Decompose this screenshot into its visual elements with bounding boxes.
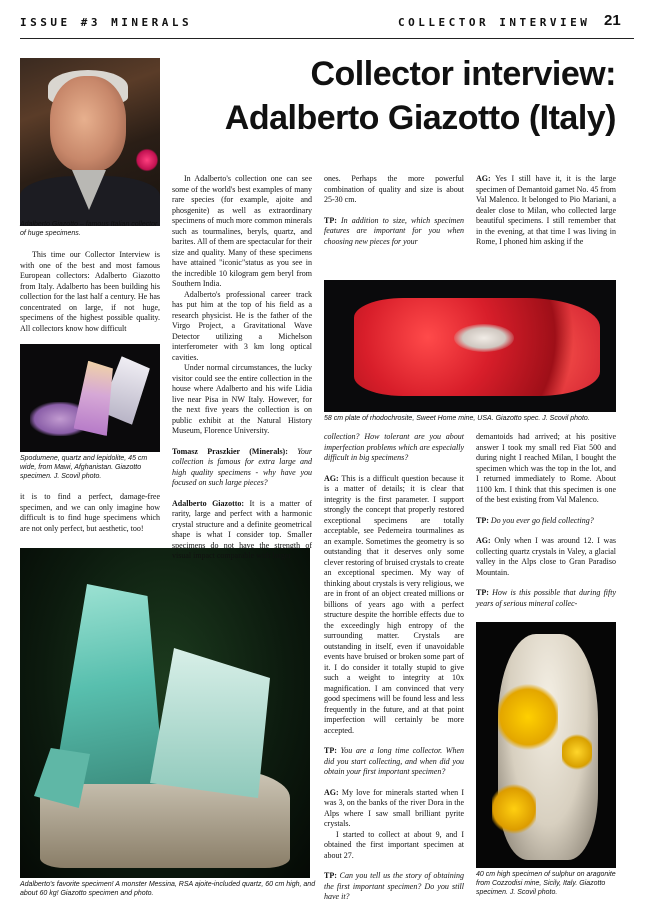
intro-text: This time our Collector Interview is with one of the best and most famous European collectors: Adalberto Giazotto from Italy. Adalberto has been building his collection for the last half a century. He has concentrated on large, if not huge, specimens of the highest possible quality. All collectors know how difficult bbox=[20, 250, 160, 333]
article-column-3-top: ones. Perhaps the more powerful combination of quality and size is about 25-30 cm. TP: In addition to size, which specimen features are important for you when choosing new pieces for your bbox=[324, 174, 465, 246]
spodumene-caption: Spodumene, quartz and lepidolite, 45 cm wide, from Mawi, Afghanistan. Giazotto specimen. J. Scovil photo. bbox=[20, 455, 148, 480]
article-column-3: collection? How tolerant are you about imperfection problems which are especially difficult in big specimens? AG: This is a difficult question because it is a matter of details; it is clear that integrity is the first parameter. I support strongly the concept that properly restored exceptional specimens are totally acceptable, see Pederneira tourmalines as an example. Sometimes the geometry is so outstanding that it deserves only some clever restoring of bruised crystals to create an exceptional specimen. My way of thinking about crystals is very religious, we are in front of an object created millions or billions of years ago with a perfect structure despite the horrible effects due to the exceedingly high entropy of the surrounding matter. Crystals are outstanding in itself, even if unavoidable events have bruised or broken some part of it. I do consider it totally stupid to give such a weight to integrity at 10x magnification. I am convinced that very good specimens will be found less and less frequently in the future, and at that point imperfection will certainly be more accepted. TP: You are a long time collector. When did you start collecting, and when did you obtain your first important specimen? AG: My love for minerals started when I was 3, on the banks of the river Dora in the Alps where I saw small brilliant pyrite crystals. I started to collect at about 9, and I obtained the first important specimen at about 27. TP: Can you tell us the story of obtaining the first important specimen? Do you still have it? bbox=[324, 432, 465, 901]
portrait-photo bbox=[20, 58, 160, 218]
article-column-4: demantoids had arrived; at his positive answer I took my small red Fiat 500 and during night I reached Milan, I bought the specimen which was the top in the lot, and I returned immediately to Rome. About 1100 km. I think that this specimen is one of the best existing from Val Malenco. TP: Do you ever go field collecting? AG: Only when I was around 12. I was collecting quartz crystals in Valey, a glacial valley in the Alps close to Gran Paradiso Mountain. TP: How is this possible that during fifty years of serious mineral collec- bbox=[476, 432, 617, 608]
article-column-2: In Adalberto's collection one can see some of the world's best examples of many rare species (for example, ajoite and phosgenite) as well as extraordinary specimens of much more common minerals such as tourmalines, beryls, quartz, and barites. All of them are spectacular for their size and quality. Many of these specimens have attained "iconic"status as you see in the incredible 10 kilogram gem beryl from Southern India. Adalberto's professional career track has put him at the top of his field as a research physicist. He is the father of the Virgo Project, a Gravitational Wave Detector utilizing a Michelson interferometer with 3 km long optical cavities. Under normal circumstances, the lucky visitor could see the entire collection in the house where Adalberto and his wife Lidia live near Pisa in NW Italy. However, for the next five years the collection is on public exhibit at the Natural History Museum, Florence University. Tomasz Praszkier (Minerals): Your collection is famous for extra large and high quality specimens - why have you focused on such large pieces? Adalberto Giazotto: It is a matter of rarity, large and perfect with a harmonic crystal structure and a definite geometrical shape is what I consider top. Smaller specimens do not have the strength of visual impact comparable with larger bbox=[172, 174, 313, 560]
rhodochrosite-photo bbox=[324, 280, 616, 412]
ajoite-quartz-photo bbox=[20, 548, 310, 878]
intro-text-continued: it is to find a perfect, damage-free specimen, and we can only imagine how difficult is to find huge specimens which are not only perfect, but aesthetic, too! bbox=[20, 492, 160, 533]
article-title-line1: Collector interview: bbox=[310, 55, 616, 93]
issue-label: ISSUE #3 MINERALS bbox=[20, 16, 193, 29]
section-label: COLLECTOR INTERVIEW bbox=[398, 16, 591, 29]
portrait-caption: Adalberto Giazotto – famous Italian collector of huge specimens. bbox=[20, 221, 158, 237]
page-number: 21 bbox=[604, 12, 621, 29]
spodumene-photo bbox=[20, 344, 160, 452]
rhodochrosite-caption: 58 cm plate of rhodochrosite, Sweet Home mine, USA. Giazotto spec. J. Scovil photo. bbox=[324, 415, 590, 422]
sulphur-caption: 40 cm high specimen of sulphur on aragonite from Cozzodisi mine, Sicily, Italy. Giazotto specimen. J. Scovil photo. bbox=[476, 871, 616, 896]
article-title-line2: Adalberto Giazotto (Italy) bbox=[224, 99, 616, 137]
header-rule bbox=[20, 38, 634, 39]
article-column-4-top: AG: Yes I still have it, it is the large specimen of Demantoid garnet No. 45 from Val Malenco. It belonged to Pio Mariani, a dealer close to Milan, who collected large beautiful specimens. I still remember that in the evening, at that time I was living in Rome, I phoned him asking if the bbox=[476, 174, 617, 246]
sulphur-photo bbox=[476, 622, 616, 868]
ajoite-caption: Adalberto's favorite specimen! A monster Messina, RSA ajoite-included quartz, 60 cm high, and about 60 kg! Giazotto specimen and photo. bbox=[20, 881, 316, 897]
